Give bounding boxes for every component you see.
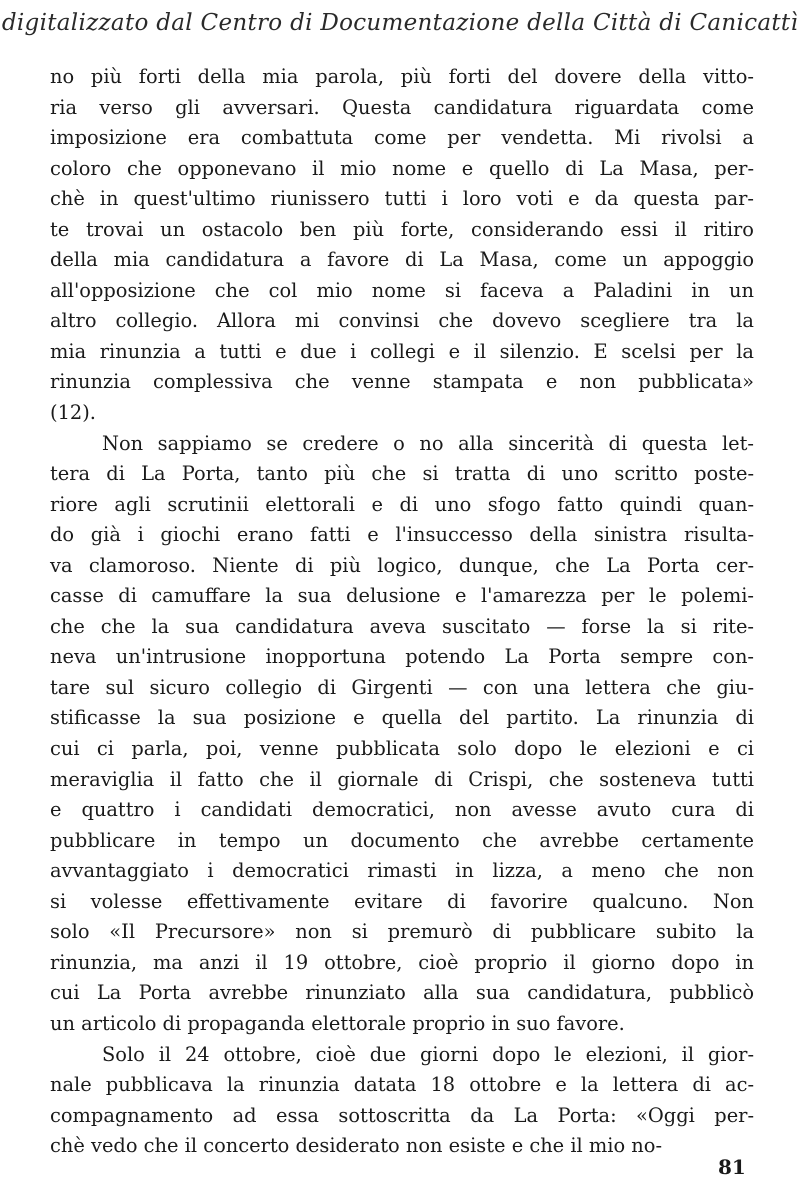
text-line: tera di La Porta, tanto più che si tratta di uno scritto poste- [50, 462, 754, 486]
text-line: chè vedo che il concerto desiderato non esiste e che il mio no- [50, 1134, 663, 1158]
text-line: Non sappiamo se credere o no alla sincerità di questa let- [102, 431, 754, 455]
text-line: (12). [50, 401, 96, 425]
text-line: della mia candidatura a favore di La Masa, come un appoggio [50, 248, 754, 272]
text-line: mia rinunzia a tutti e due i collegi e il silenzio. E scelsi per la [50, 339, 754, 363]
text-line: casse di camuffare la sua delusione e l'amarezza per le polemi- [50, 584, 754, 608]
text-line: che che la sua candidatura aveva suscitato — forse la si rite- [50, 614, 754, 638]
text-line: coloro che opponevano il mio nome e quello di La Masa, per- [50, 156, 754, 180]
text-line: si volesse effettivamente evitare di favorire qualcuno. Non [50, 889, 754, 913]
text-line: va clamoroso. Niente di più logico, dunque, che La Porta cer- [50, 553, 754, 577]
text-line: rinunzia complessiva che venne stampata e non pubblicata» [50, 370, 754, 394]
page-number: 81 [718, 1155, 746, 1179]
text-line: Solo il 24 ottobre, cioè due giorni dopo le elezioni, il gior- [102, 1042, 754, 1066]
text-line: avvantaggiato i democratici rimasti in lizza, a meno che non [50, 859, 754, 883]
paragraph [50, 429, 754, 1040]
text-line: neva un'intrusione inopportuna potendo La Porta sempre con- [50, 645, 754, 669]
text-line: tare sul sicuro collegio di Girgenti — con una lettera che giu- [50, 675, 754, 699]
text-line: solo «Il Precursore» non si premurò di pubblicare subito la [50, 920, 754, 944]
text-line: riore agli scrutinii elettorali e di uno sfogo fatto quindi quan- [50, 492, 754, 516]
text-line: un articolo di propaganda elettorale proprio in suo favore. [50, 1011, 625, 1035]
paragraph [50, 62, 754, 429]
text-line: rinunzia, ma anzi il 19 ottobre, cioè proprio il giorno dopo in [50, 950, 754, 974]
text-line: imposizione era combattuta come per vendetta. Mi rivolsi a [50, 126, 754, 150]
text-line: cui ci parla, poi, venne pubblicata solo dopo le elezioni e ci [50, 737, 754, 761]
text-line: all'opposizione che col mio nome si faceva a Paladini in un [50, 278, 754, 302]
text-line: no più forti della mia parola, più forti del dovere della vitto- [50, 65, 754, 88]
text-line: te trovai un ostacolo ben più forte, considerando essi il ritiro [50, 217, 754, 241]
text-line: do già i giochi erano fatti e l'insuccesso della sinistra risulta- [50, 523, 754, 547]
digitization-watermark: digitalizzato dal Centro di Documentazione della Città di Canicattì [1, 10, 799, 36]
text-line: stificasse la sua posizione e quella del partito. La rinunzia di [50, 706, 754, 730]
text-line: cui La Porta avrebbe rinunziato alla sua candidatura, pubblicò [50, 981, 754, 1005]
text-line: altro collegio. Allora mi convinsi che dovevo scegliere tra la [50, 309, 754, 333]
paragraph [50, 1040, 754, 1162]
text-line: chè in quest'ultimo riunissero tutti i loro voti e da questa par- [50, 187, 754, 211]
text-line: compagnamento ad essa sottoscritta da La Porta: «Oggi per- [50, 1103, 754, 1127]
text-line: pubblicare in tempo un documento che avrebbe certamente [50, 828, 754, 852]
page-body-text [50, 62, 754, 1162]
text-line: nale pubblicava la rinunzia datata 18 ottobre e la lettera di ac- [50, 1073, 754, 1097]
text-line: e quattro i candidati democratici, non avesse avuto cura di [50, 798, 754, 822]
text-line: ria verso gli avversari. Questa candidatura riguardata come [50, 95, 754, 119]
text-line: meraviglia il fatto che il giornale di Crispi, che sosteneva tutti [50, 767, 754, 791]
